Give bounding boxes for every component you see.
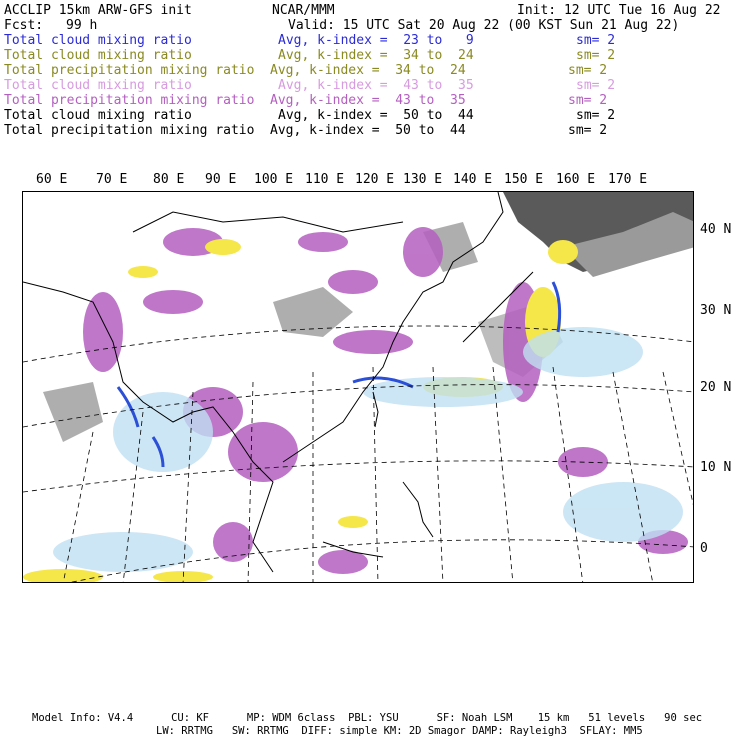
field-3-name: Total precipitation mixing ratio xyxy=(4,63,255,78)
lon-label-170e: 170 E xyxy=(608,172,648,187)
field-6-avg: Avg, k-index = 50 to 44 xyxy=(278,108,474,123)
init-time: Init: 12 UTC Tue 16 Aug 22 xyxy=(517,3,721,18)
lon-label-160e: 160 E xyxy=(556,172,596,187)
lon-label-80e: 80 E xyxy=(153,172,185,187)
footer-physics-info: LW: RRTMG SW: RRTMG DIFF: simple KM: 2D Smagor DAMP: Rayleigh3 SFLAY: MM5 xyxy=(156,725,643,737)
forecast-label: Fcst: xyxy=(4,18,44,33)
map-canvas xyxy=(23,192,694,583)
lon-label-100e: 100 E xyxy=(254,172,294,187)
field-4-name: Total cloud mixing ratio xyxy=(4,78,192,93)
lon-label-110e: 110 E xyxy=(305,172,345,187)
lon-label-70e: 70 E xyxy=(96,172,128,187)
institution-label: NCAR/MMM xyxy=(272,3,335,18)
field-3-avg: Avg, k-index = 34 to 24 xyxy=(270,63,466,78)
field-7-sm: sm= 2 xyxy=(568,123,608,138)
footer-model-info: Model Info: V4.4 CU: KF MP: WDM 6class PBL: YSU SF: Noah LSM 15 km 51 levels 90 sec xyxy=(32,712,703,724)
forecast-map xyxy=(22,191,694,583)
field-7-name: Total precipitation mixing ratio xyxy=(4,123,255,138)
lat-label-30n: 30 N xyxy=(700,303,732,318)
lon-label-150e: 150 E xyxy=(504,172,544,187)
lat-label-20n: 20 N xyxy=(700,380,732,395)
lat-label-0: 0 xyxy=(700,541,708,556)
field-2-sm: sm= 2 xyxy=(576,48,616,63)
field-4-avg: Avg, k-index = 43 to 35 xyxy=(278,78,474,93)
lat-label-40n: 40 N xyxy=(700,222,732,237)
field-3-sm: sm= 2 xyxy=(568,63,608,78)
field-5-avg: Avg, k-index = 43 to 35 xyxy=(270,93,466,108)
lon-label-140e: 140 E xyxy=(453,172,493,187)
field-6-sm: sm= 2 xyxy=(576,108,616,123)
model-title: ACCLIP 15km ARW-GFS init xyxy=(4,3,192,18)
lon-label-60e: 60 E xyxy=(36,172,68,187)
field-1-avg: Avg, k-index = 23 to 9 xyxy=(278,33,474,48)
cloud-yellow-field xyxy=(23,239,578,583)
field-4-sm: sm= 2 xyxy=(576,78,616,93)
lon-label-120e: 120 E xyxy=(355,172,395,187)
field-1-sm: sm= 2 xyxy=(576,33,616,48)
field-2-name: Total cloud mixing ratio xyxy=(4,48,192,63)
field-6-name: Total cloud mixing ratio xyxy=(4,108,192,123)
field-5-name: Total precipitation mixing ratio xyxy=(4,93,255,108)
lon-label-90e: 90 E xyxy=(205,172,237,187)
forecast-hour: 99 h xyxy=(66,18,98,33)
field-7-avg: Avg, k-index = 50 to 44 xyxy=(270,123,466,138)
field-2-avg: Avg, k-index = 34 to 24 xyxy=(278,48,474,63)
valid-time: Valid: 15 UTC Sat 20 Aug 22 (00 KST Sun 21 Aug 22) xyxy=(288,18,680,33)
lon-label-130e: 130 E xyxy=(403,172,443,187)
lat-label-10n: 10 N xyxy=(700,460,732,475)
field-5-sm: sm= 2 xyxy=(568,93,608,108)
field-1-name: Total cloud mixing ratio xyxy=(4,33,192,48)
